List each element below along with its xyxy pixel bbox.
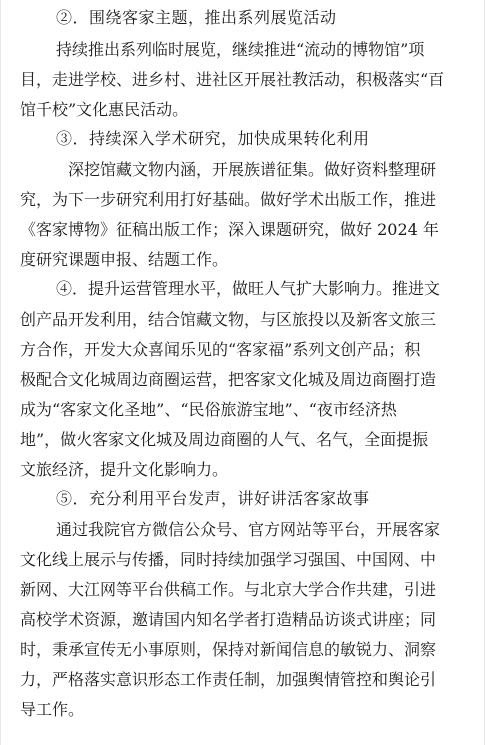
paragraph-line: 文旅经济，提升文化影响力。 [20,460,229,479]
paragraph-line: 通过我院官方微信公众号、官方网站等平台，开展客家 [56,520,441,539]
paragraph-line: 持续推出系列临时展览，继续推进“流动的博物馆”项 [56,40,425,59]
paragraph-line: 导工作。 [20,700,85,719]
paragraph-line: 高校学术资源，邀请国内知名学者打造精品访谈式讲座；同 [20,610,437,629]
paragraph-line: 创产品开发利用，结合馆藏文物，与区旅投以及新客文旅三 [20,310,437,329]
paragraph-line: 方合作，开发大众喜闻乐见的“客家福”系列文创产品；积 [20,340,421,359]
paragraph-line: 深挖馆藏文物内涵，开展族谱征集。做好资料整理研 [68,160,437,179]
paragraph-line: 极配合文化城周边商圈运营，把客家文化城及周边商圈打造 [20,370,437,389]
paragraph-line: 度研究课题申报、结题工作。 [20,250,229,269]
paragraph-line: 文化线上展示与传播，同时持续加强学习强国、中国网、中 [20,550,437,569]
section-heading-3: ③．持续深入学术研究，加快成果转化利用 [56,129,370,148]
section-heading-2: ②．围绕客家主题，推出系列展览活动 [56,8,337,27]
section-heading-4: ④．提升运营管理水平，做旺人气扩大影响力。推进文 [56,279,441,298]
paragraph-line: 馆千校”文化惠民活动。 [20,100,189,119]
paragraph-line: 时，秉承宣传无小事原则，保持对新闻信息的敏锐力、洞察 [20,640,437,659]
paragraph-line: 《客家博物》征稿出版工作；深入课题研究，做好 2024 年 [20,220,439,239]
paragraph-line: 新网、大江网等平台供稿工作。与北京大学合作共建，引进 [20,580,437,599]
paragraph-line: 究，为下一步研究利用打好基础。做好学术出版工作，推进 [20,190,437,209]
page-left-edge [0,0,1,745]
paragraph-line: 地”，做火客家文化城及周边商圈的人气、名气，全面提振 [20,430,429,449]
paragraph-line: 成为“客家文化圣地”、“民俗旅游宝地”、“夜市经济热 [20,400,397,419]
paragraph-line: 目，走进学校、进乡村、进社区开展社教活动，积极落实“百 [20,70,445,89]
paragraph-line: 力，严格落实意识形态工作责任制，加强舆情管控和舆论引 [20,670,437,689]
section-heading-5: ⑤．充分利用平台发声，讲好讲活客家故事 [56,489,370,508]
